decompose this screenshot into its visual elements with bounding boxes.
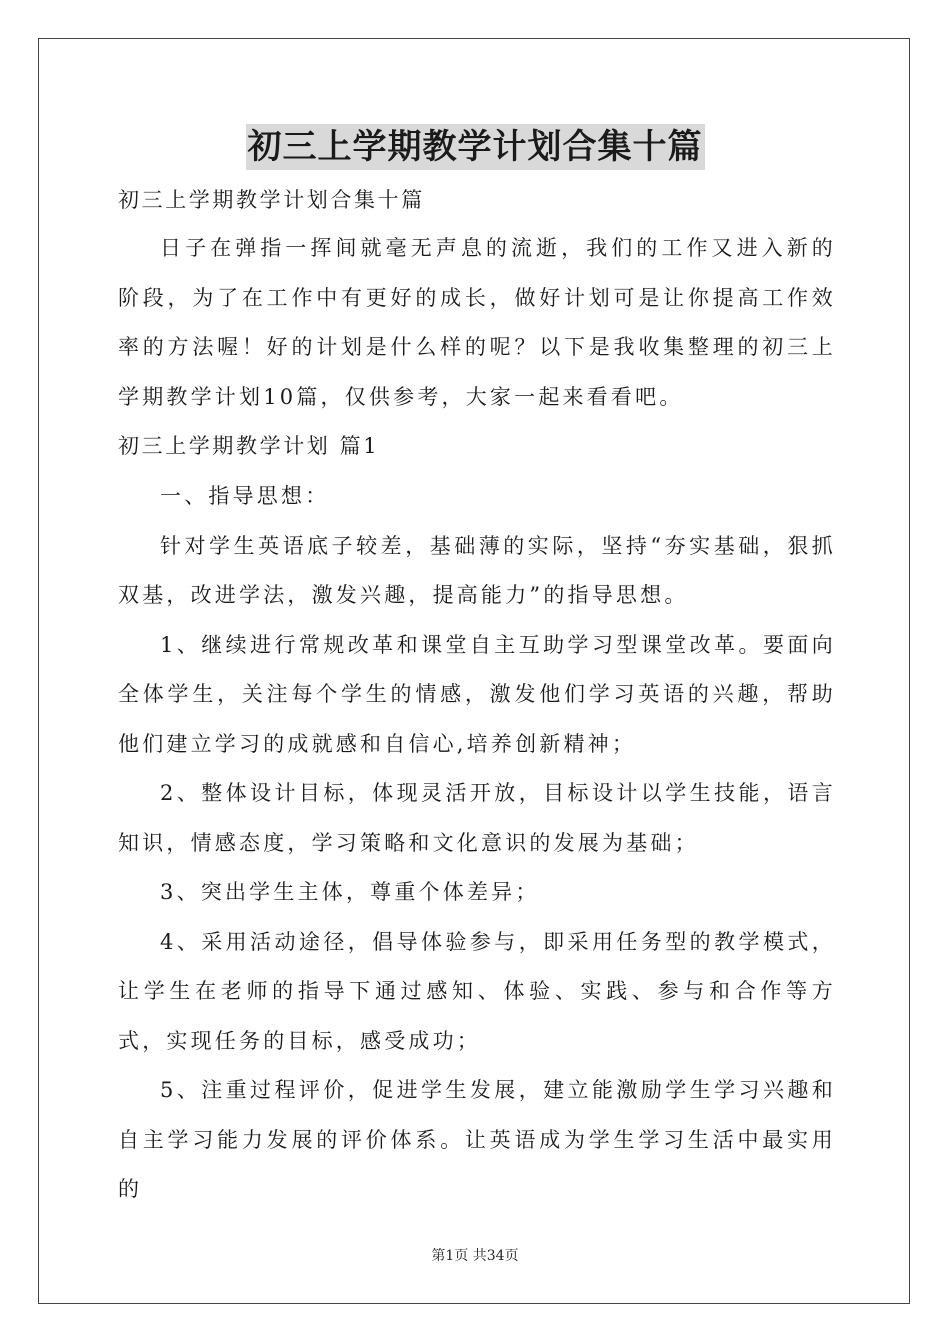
paragraph-item-5: 5、注重过程评价，促进学生发展，建立能激励学生学习兴趣和自主学习能力发展的评价体系。让英语成为学生学习生活中最实用的 <box>118 1078 836 1201</box>
document-title: 初三上学期教学计划合集十篇 <box>246 124 705 170</box>
paragraph-item-3: 3、突出学生主体，尊重个体差异； <box>160 880 540 904</box>
title-container <box>0 124 950 170</box>
paragraph-principle: 针对学生英语底子较差，基础薄的实际，坚持“夯实基础，狠抓双基，改进学法，激发兴趣，提高能力”的指导思想。 <box>118 533 836 607</box>
paragraph-item-2: 2、整体设计目标，体现灵活开放，目标设计以学生技能，语言知识，情感态度，学习策略和文化意识的发展为基础； <box>118 781 836 855</box>
paragraph-item-4: 4、采用活动途径，倡导体验参与，即采用任务型的教学模式，让学生在老师的指导下通过感知、体验、实践、参与和合作等方式，实现任务的目标，感受成功； <box>118 929 836 1053</box>
page-number: 第1页 共34页 <box>431 1248 519 1264</box>
section-heading: 初三上学期教学计划 篇1 <box>118 434 380 458</box>
paragraph-item-1: 1、继续进行常规改革和课堂自主互助学习型课堂改革。要面向全体学生，关注每个学生的情感，激发他们学习英语的兴趣，帮助他们建立学习的成就感和自信心,培养创新精神； <box>118 632 836 756</box>
document-subtitle: 初三上学期教学计划合集十篇 <box>118 188 425 212</box>
intro-paragraph: 日子在弹指一挥间就毫无声息的流逝，我们的工作又进入新的阶段，为了在工作中有更好的成长，做好计划可是让你提高工作效率的方法喔！好的计划是什么样的呢？以下是我收集整理的初三上学期教学计划10篇，仅供参考，大家一起来看看吧。 <box>118 236 836 409</box>
document-body <box>118 178 836 1215</box>
paragraph-guiding-idea: 一、指导思想： <box>160 484 330 508</box>
